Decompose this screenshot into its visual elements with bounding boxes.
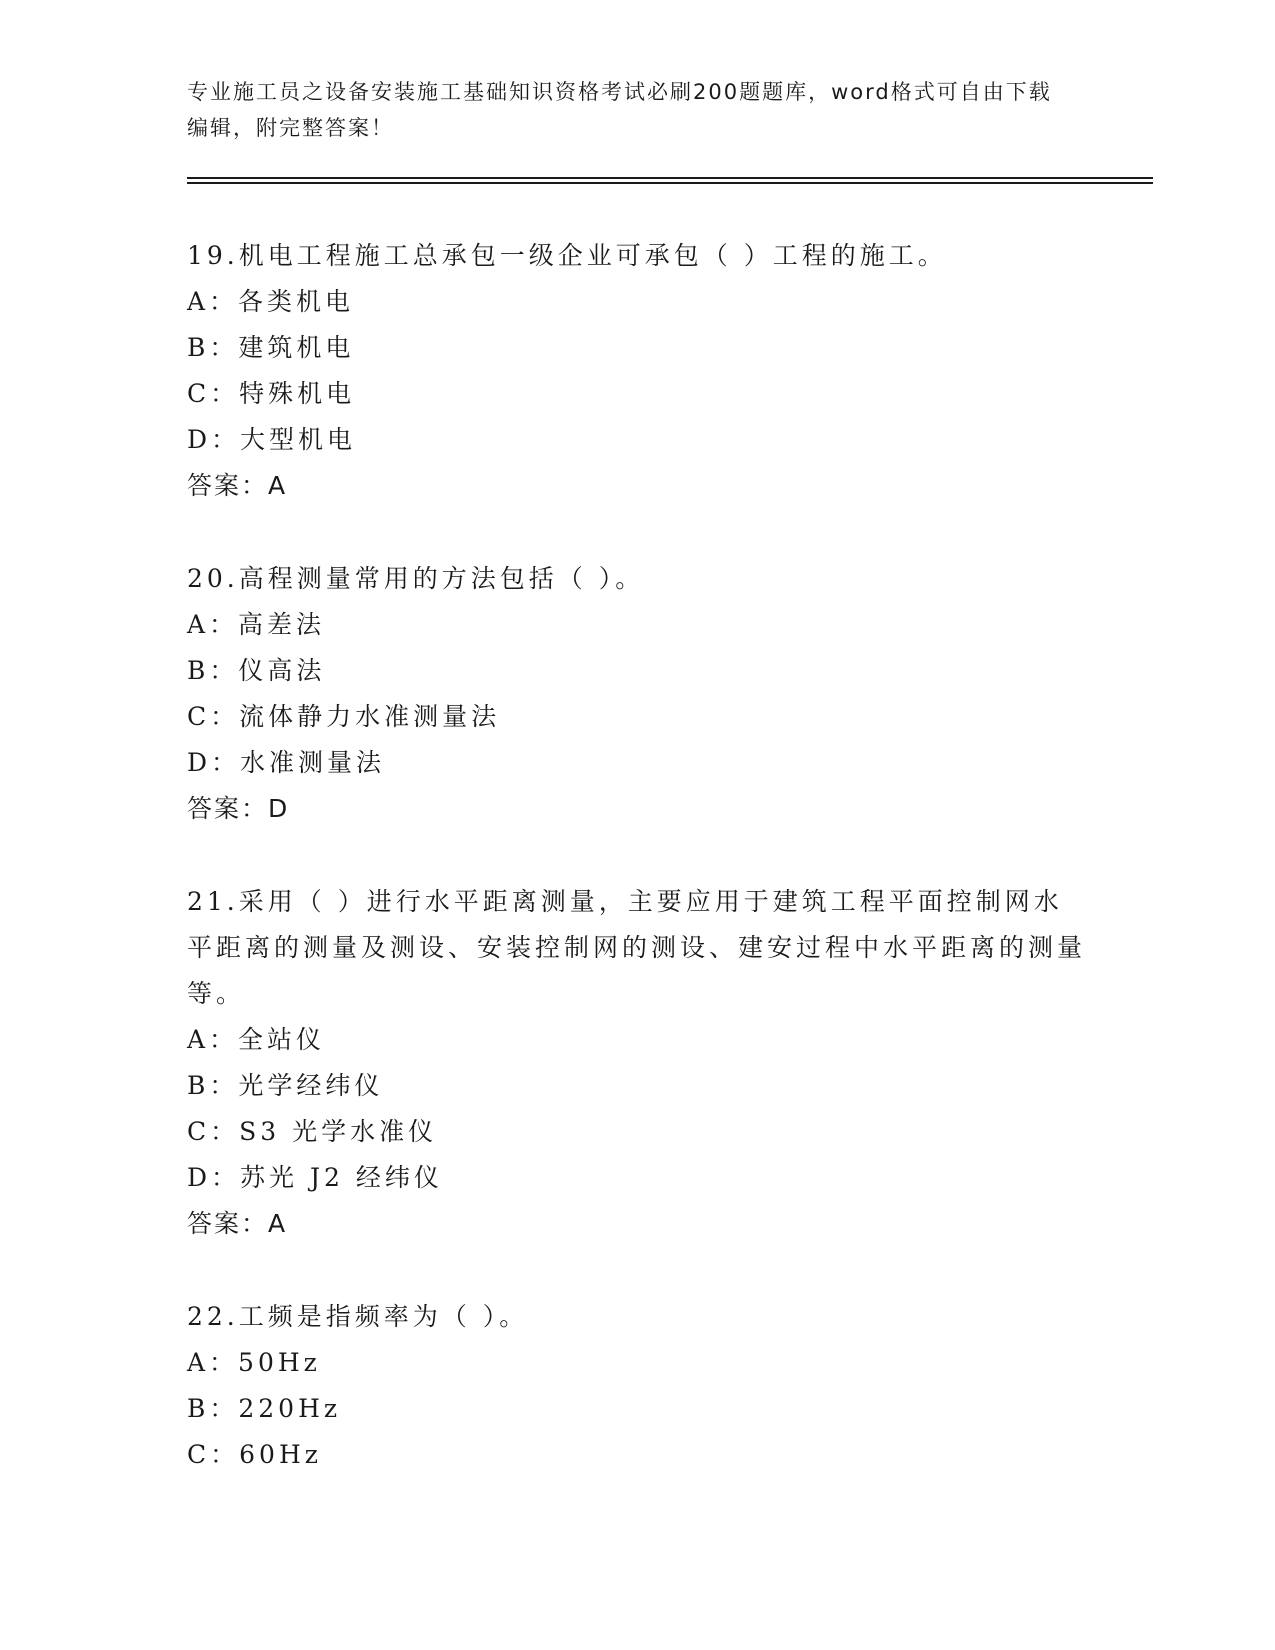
option-d: D：水准测量法 <box>187 748 386 777</box>
question-22 <box>187 1294 1087 1478</box>
question-list <box>187 233 1087 1525</box>
answer: 答案：A <box>187 471 288 500</box>
option-a: A：高差法 <box>187 610 326 639</box>
question-stem: 21.采用（ ）进行水平距离测量，主要应用于建筑工程平面控制网水平距离的测量及测设、安装控制网的测设、建安过程中水平距离的测量等。 <box>187 887 1087 1008</box>
option-d: D：大型机电 <box>187 425 357 454</box>
option-b: B：建筑机电 <box>187 333 355 362</box>
option-a: A：各类机电 <box>187 287 355 316</box>
question-stem: 19.机电工程施工总承包一级企业可承包（ ）工程的施工。 <box>187 241 947 270</box>
option-b: B：220Hz <box>187 1394 342 1423</box>
option-b: B：仪高法 <box>187 656 326 685</box>
question-stem: 20.高程测量常用的方法包括（ ）。 <box>187 564 645 593</box>
option-c: C：S3 光学水准仪 <box>187 1117 438 1146</box>
option-c: C：特殊机电 <box>187 379 356 408</box>
option-c: C：60Hz <box>187 1440 322 1469</box>
answer: 答案：A <box>187 1209 288 1238</box>
header-divider-top <box>187 177 1153 179</box>
answer: 答案：D <box>187 794 290 823</box>
document-intro: 专业施工员之设备安装施工基础知识资格考试必刷200题题库，word格式可自由下载编辑，附完整答案！ <box>187 80 1052 140</box>
option-a: A：50Hz <box>187 1348 321 1377</box>
question-stem: 22.工频是指频率为（ ）。 <box>187 1302 529 1331</box>
option-b: B：光学经纬仪 <box>187 1071 384 1100</box>
question-19 <box>187 233 1087 509</box>
option-d: D：苏光 J2 经纬仪 <box>187 1163 443 1192</box>
question-21 <box>187 879 1087 1247</box>
option-a: A：全站仪 <box>187 1025 326 1054</box>
question-20 <box>187 556 1087 832</box>
option-c: C：流体静力水准测量法 <box>187 702 501 731</box>
header-divider-bottom <box>187 182 1153 184</box>
